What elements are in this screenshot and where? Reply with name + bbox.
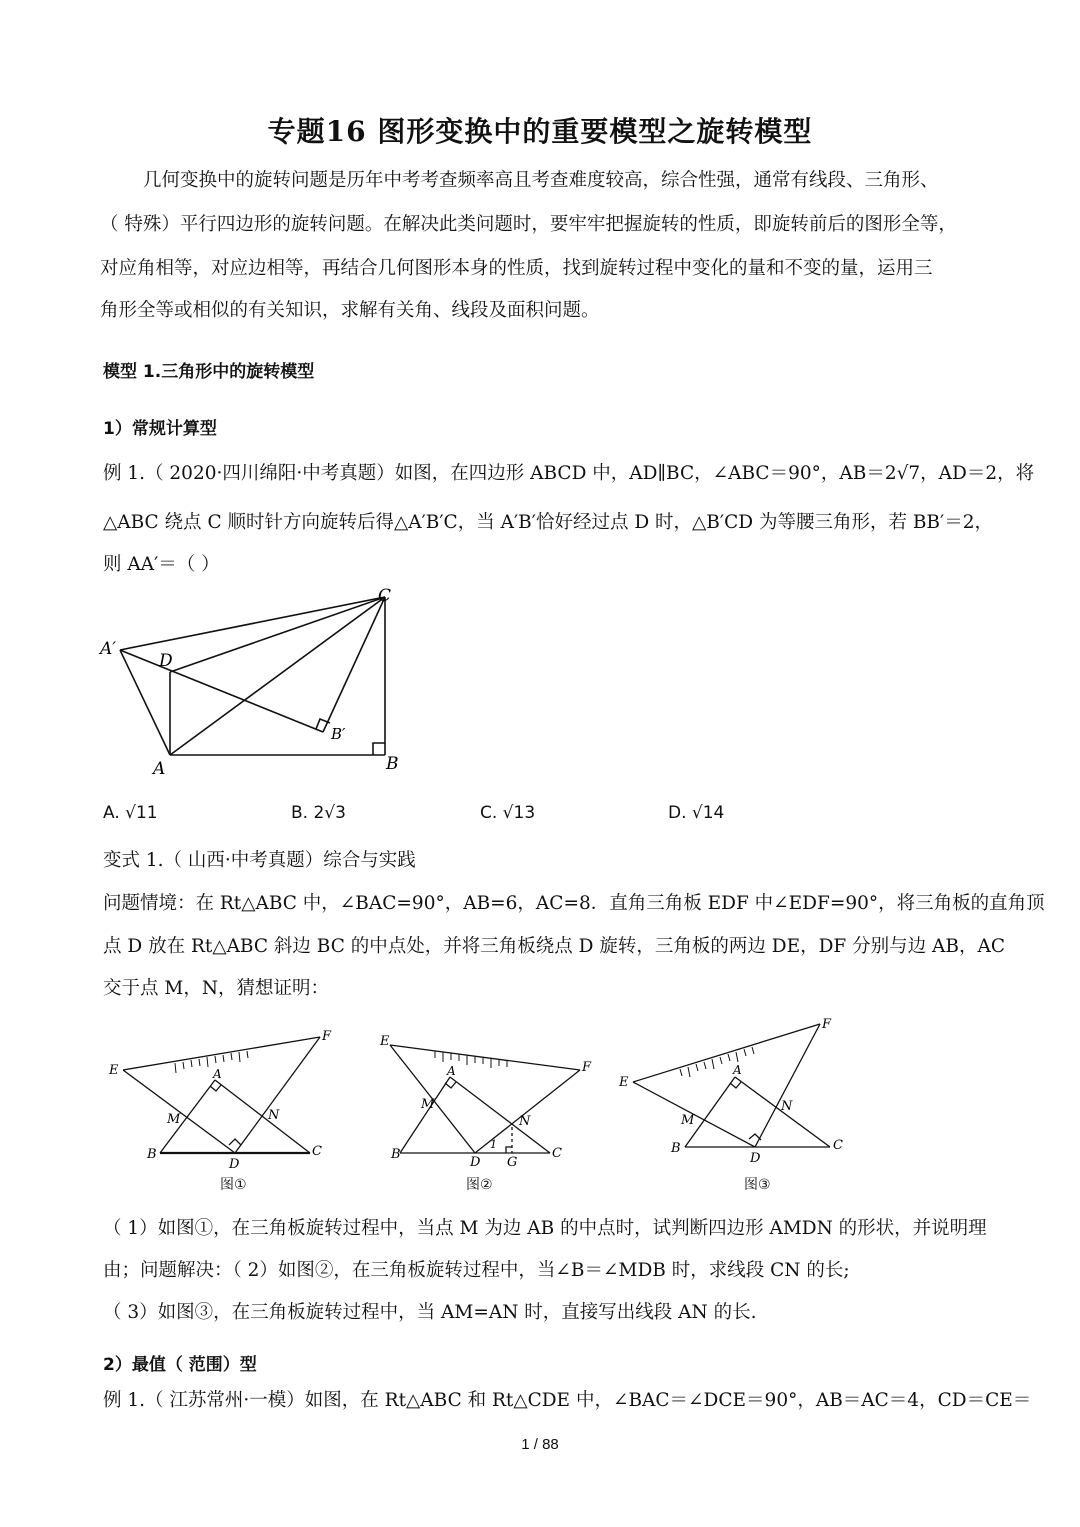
- label-d: D: [159, 651, 173, 671]
- fig3-label-e: E: [619, 1075, 629, 1090]
- label-a-prime: A′: [100, 639, 117, 659]
- intro-line-2: （ 特殊）平行四边形的旋转问题。在解决此类问题时，要牢牢把握旋转的性质，即旋转前后的图形全等，: [100, 214, 957, 235]
- variant-1-line-1: 变式 1.（ 山西·中考真题）综合与实践: [103, 850, 416, 871]
- figure-3: [615, 1012, 855, 1197]
- fig2-label-angle-1: 1: [490, 1138, 497, 1151]
- label-b: B: [386, 754, 399, 774]
- fig3-label-m: M: [681, 1113, 695, 1128]
- fig2-label-f: F: [582, 1060, 592, 1075]
- fig2-label-c: C: [552, 1146, 562, 1161]
- fig1-label-e: E: [109, 1063, 119, 1078]
- question-3: （ 3）如图③，在三角板旋转过程中，当 AM=AN 时，直接写出线段 AN 的长.: [103, 1302, 757, 1323]
- option-b: B. 2√3: [291, 803, 346, 823]
- label-c: C: [378, 586, 392, 606]
- fig3-label-f: F: [822, 1017, 832, 1032]
- variant-1-line-4: 交于点 M，N，猜想证明：: [103, 978, 330, 999]
- question-1-line-2: 由；问题解决：（ 2）如图②，在三角板旋转过程中，当∠B＝∠MDB 时，求线段 CN 的长;: [103, 1260, 850, 1281]
- example-1-figure: [95, 582, 415, 777]
- example-1-line-3: 则 AA′＝（ ）: [103, 554, 220, 575]
- fig2-label-m: M: [421, 1097, 435, 1112]
- fig3-label-c: C: [833, 1138, 843, 1153]
- sub-1-heading: 1）常规计算型: [103, 419, 217, 439]
- intro-line-1: 几何变换中的旋转问题是历年中考考查频率高且考查难度较高，综合性强，通常有线段、三角形、: [143, 170, 939, 191]
- question-1-line-1: （ 1）如图①，在三角板旋转过程中，当点 M 为边 AB 的中点时，试判断四边形 AMDN 的形状，并说明理: [103, 1218, 987, 1239]
- intro-line-4: 角形全等或相似的有关知识，求解有关角、线段及面积问题。: [100, 300, 600, 321]
- fig1-label-n: N: [268, 1108, 280, 1123]
- variant-1-line-2: 问题情境：在 Rt△ABC 中，∠BAC=90°，AB=6，AC=8．直角三角板 EDF 中∠EDF=90°，将三角板的直角顶: [103, 893, 1045, 914]
- fig2-label-a: A: [447, 1064, 456, 1078]
- fig1-label-b: B: [147, 1147, 157, 1162]
- option-a: A. √11: [103, 803, 158, 823]
- option-d: D. √14: [668, 803, 725, 823]
- page-number: 1 / 88: [521, 1436, 559, 1453]
- fig1-label-f: F: [322, 1029, 332, 1044]
- fig3-label-b: B: [671, 1141, 681, 1156]
- option-c: C. √13: [480, 803, 536, 823]
- fig3-label-n: N: [781, 1099, 793, 1114]
- fig1-label-a: A: [213, 1067, 222, 1081]
- figure-2-caption: 图②: [466, 1177, 493, 1193]
- intro-line-3: 对应角相等，对应边相等，再结合几何图形本身的性质，找到旋转过程中变化的量和不变的量，运用三: [100, 258, 933, 279]
- example-2-line-1: 例 1.（ 江苏常州·一模）如图，在 Rt△ABC 和 Rt△CDE 中，∠BAC＝∠DCE＝90°，AB＝AC＝4，CD＝CE＝: [103, 1390, 1032, 1411]
- figure-1-caption: 图①: [220, 1177, 247, 1193]
- sub-2-heading: 2）最值（ 范围）型: [103, 1355, 257, 1375]
- fig3-label-d: D: [750, 1151, 761, 1166]
- fig3-label-a: A: [733, 1063, 742, 1077]
- model-1-heading: 模型 1.三角形中的旋转模型: [103, 362, 315, 382]
- fig1-label-m: M: [167, 1112, 181, 1127]
- page-title: 专题16 图形变换中的重要模型之旋转模型: [267, 115, 813, 148]
- fig2-label-n: N: [519, 1114, 531, 1129]
- label-a: A: [153, 759, 166, 777]
- figure-3-caption: 图③: [744, 1177, 771, 1193]
- fig2-label-g: G: [507, 1155, 518, 1170]
- fig2-label-b: B: [391, 1147, 401, 1162]
- fig1-label-c: C: [312, 1144, 322, 1159]
- fig2-label-d: D: [470, 1155, 481, 1170]
- variant-1-line-3: 点 D 放在 Rt△ABC 斜边 BC 的中点处，并将三角板绕点 D 旋转，三角板的两边 DE，DF 分别与边 AB，AC: [103, 936, 1005, 957]
- example-1-line-1: 例 1.（ 2020·四川绵阳·中考真题）如图，在四边形 ABCD 中，AD∥BC，∠ABC＝90°，AB＝2√7，AD＝2，将: [103, 463, 1035, 484]
- fig1-label-d: D: [229, 1157, 240, 1172]
- fig2-label-e: E: [380, 1034, 390, 1049]
- example-1-line-2: △ABC 绕点 C 顺时针方向旋转后得△A′B′C，当 A′B′恰好经过点 D 时，△B′CD 为等腰三角形，若 BB′＝2，: [103, 512, 993, 533]
- label-b-prime: B′: [331, 725, 346, 743]
